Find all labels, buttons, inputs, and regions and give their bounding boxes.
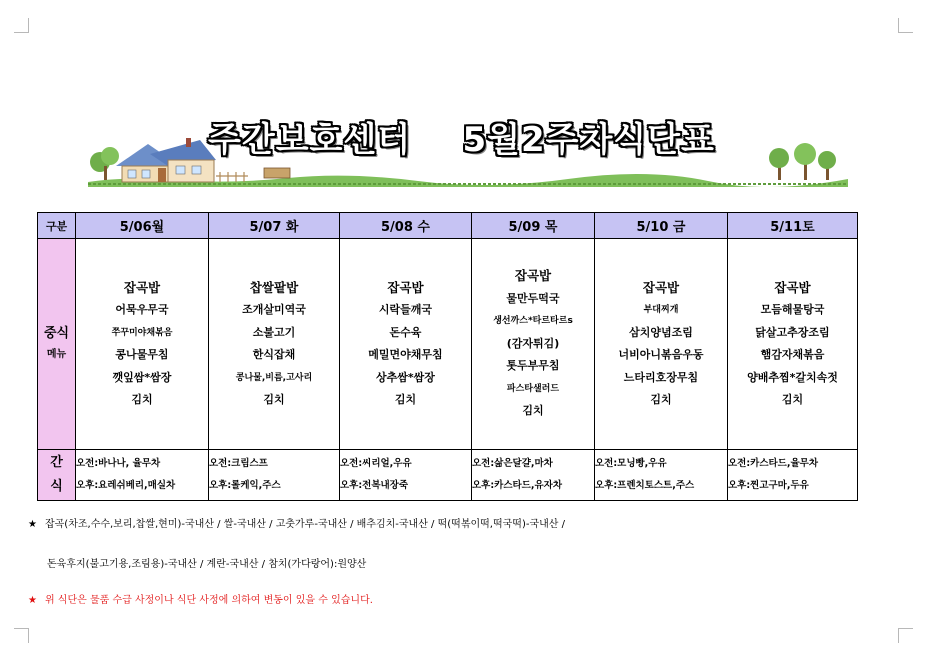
snack-cell-thu: [472, 450, 595, 501]
snack-am: 오전:모닝빵,우유: [595, 458, 667, 469]
origin-text: 잡곡(차조,수수,보리,찹쌀,현미)-국내산 / 쌀-국내산 / 고춧가루-국내산 / 배추김치-국내산 / 떡(떡볶이떡,떡국떡)-국내산 /: [44, 519, 566, 530]
crop-mark-bottom-left: [14, 628, 29, 643]
lunch-cell-fri: [595, 239, 728, 450]
dish: 상추쌈*쌈장: [376, 370, 435, 384]
lunch-label: 중식: [43, 325, 70, 341]
lunch-cell-tue: [209, 239, 340, 450]
snack-cell-fri: [595, 450, 728, 501]
dish: 쭈꾸미야채볶음: [111, 327, 173, 338]
snack-am: 오전:바나나, 율무차: [76, 458, 161, 469]
weekly-menu-table: [37, 212, 858, 501]
snack-pm: 오후:전복내장죽: [340, 480, 409, 491]
snack-label: 간: [50, 455, 63, 470]
gubun-header: 구분: [38, 213, 76, 239]
crop-mark-top-left: [14, 18, 29, 33]
dish: 김치: [522, 404, 544, 418]
dish: 김치: [650, 393, 672, 406]
dish: 양배추찜*갈치속젓: [747, 370, 838, 384]
dish: 메밀면야채무침: [368, 348, 443, 361]
dish: 어묵우무국: [115, 303, 169, 316]
star-icon: ★: [28, 595, 37, 606]
day-header: 5/10 금: [595, 213, 728, 239]
dish: 부대찌개: [643, 305, 679, 315]
dish: 잡곡밥: [514, 268, 552, 284]
page-title: [208, 112, 848, 161]
title-center-name: 주간보호센터: [208, 120, 412, 160]
snack-label: 식: [50, 479, 63, 494]
snack-cell-sat: [728, 450, 858, 501]
lunch-label-cell: [38, 239, 76, 450]
dish: 닭살고추장조림: [755, 325, 830, 339]
snack-am: 오전:씨리얼,우유: [340, 458, 412, 469]
snack-am: 오전:삶은달걀,마차: [472, 458, 553, 469]
dish: 느타리호장무침: [623, 370, 699, 384]
dish: 찹쌀팥밥: [249, 279, 299, 295]
dish: 깻잎쌈*쌈장: [112, 370, 172, 384]
dish: 콩나물,비름,고사리: [235, 372, 313, 383]
dish: 시락들깨국: [378, 303, 433, 316]
snack-pm: 오후:찐고구마,두유: [728, 480, 809, 491]
lunch-sublabel: 메뉴: [46, 348, 67, 360]
snack-pm: 오후:프렌치토스트,주스: [595, 480, 695, 491]
origin-note-line: [28, 515, 565, 530]
header-row: [38, 213, 858, 239]
snack-row: [38, 450, 858, 501]
snack-pm: 오후:요레쉬베리,매실차: [76, 480, 176, 491]
dish: 파스타샐러드: [506, 383, 560, 394]
day-header: 5/06월: [76, 213, 209, 239]
dish: 너비아니볶음우동: [618, 348, 704, 361]
change-notice-text: 위 식단은 물품 수급 사정이나 식단 사정에 의하여 변동이 있을 수 있습니다.: [44, 595, 373, 606]
dish: 삼치양념조림: [629, 325, 693, 339]
dish: 김치: [131, 393, 153, 406]
lunch-row: [38, 239, 858, 450]
crop-mark-top-right: [898, 18, 913, 33]
snack-am: 오전:카스타드,율무차: [728, 458, 819, 469]
dish: 콩나물무침: [115, 348, 169, 361]
dish: 김치: [394, 393, 417, 406]
dish: 조개살미역국: [242, 303, 306, 316]
snack-cell-tue: [209, 450, 340, 501]
lunch-cell-mon: [76, 239, 209, 450]
title-week: 5월2주차식단표: [462, 120, 715, 160]
snack-pm: 오후:카스타드,유자차: [472, 480, 563, 491]
dish: 김치: [781, 393, 804, 406]
snack-pm: 오후:롤케익,주스: [209, 480, 281, 491]
dish: 돈수육: [389, 325, 422, 339]
dish: 잡곡밥: [387, 279, 424, 295]
dish: 물만두떡국: [506, 291, 560, 305]
snack-am: 오전:크림스프: [209, 458, 268, 469]
dish: 김치: [263, 393, 285, 406]
dish: (감자튀김): [506, 336, 560, 350]
dish: 모듬해물탕국: [760, 303, 825, 316]
day-header: 5/08 수: [340, 213, 472, 239]
lunch-cell-thu: [472, 239, 595, 450]
snack-cell-wed: [340, 450, 472, 501]
crop-mark-bottom-right: [898, 628, 913, 643]
change-notice: [28, 591, 373, 606]
day-header: 5/07 화: [209, 213, 340, 239]
dish: 잡곡밥: [774, 279, 811, 295]
star-icon: ★: [28, 519, 37, 530]
dish: 잡곡밥: [642, 279, 680, 295]
dish: 톳두부무침: [506, 359, 560, 373]
dish: 한식잡채: [252, 348, 296, 361]
day-header: 5/11토: [728, 213, 858, 239]
origin-note-line: [47, 555, 366, 570]
lunch-cell-sat: [728, 239, 858, 450]
title-banner: [88, 108, 848, 192]
snack-label-cell: [38, 450, 76, 501]
origin-text: 돈육후지(불고기용,조림용)-국내산 / 계란-국내산 / 참치(가다랑어):원양산: [47, 559, 367, 570]
dish: 소불고기: [252, 325, 296, 339]
day-header: 5/09 목: [472, 213, 595, 239]
snack-cell-mon: [76, 450, 209, 501]
lunch-cell-wed: [340, 239, 472, 450]
dish: 생선까스*타르타르s: [493, 316, 573, 327]
dish: 잡곡밥: [123, 279, 161, 295]
dish: 햄감자채볶음: [760, 348, 825, 361]
